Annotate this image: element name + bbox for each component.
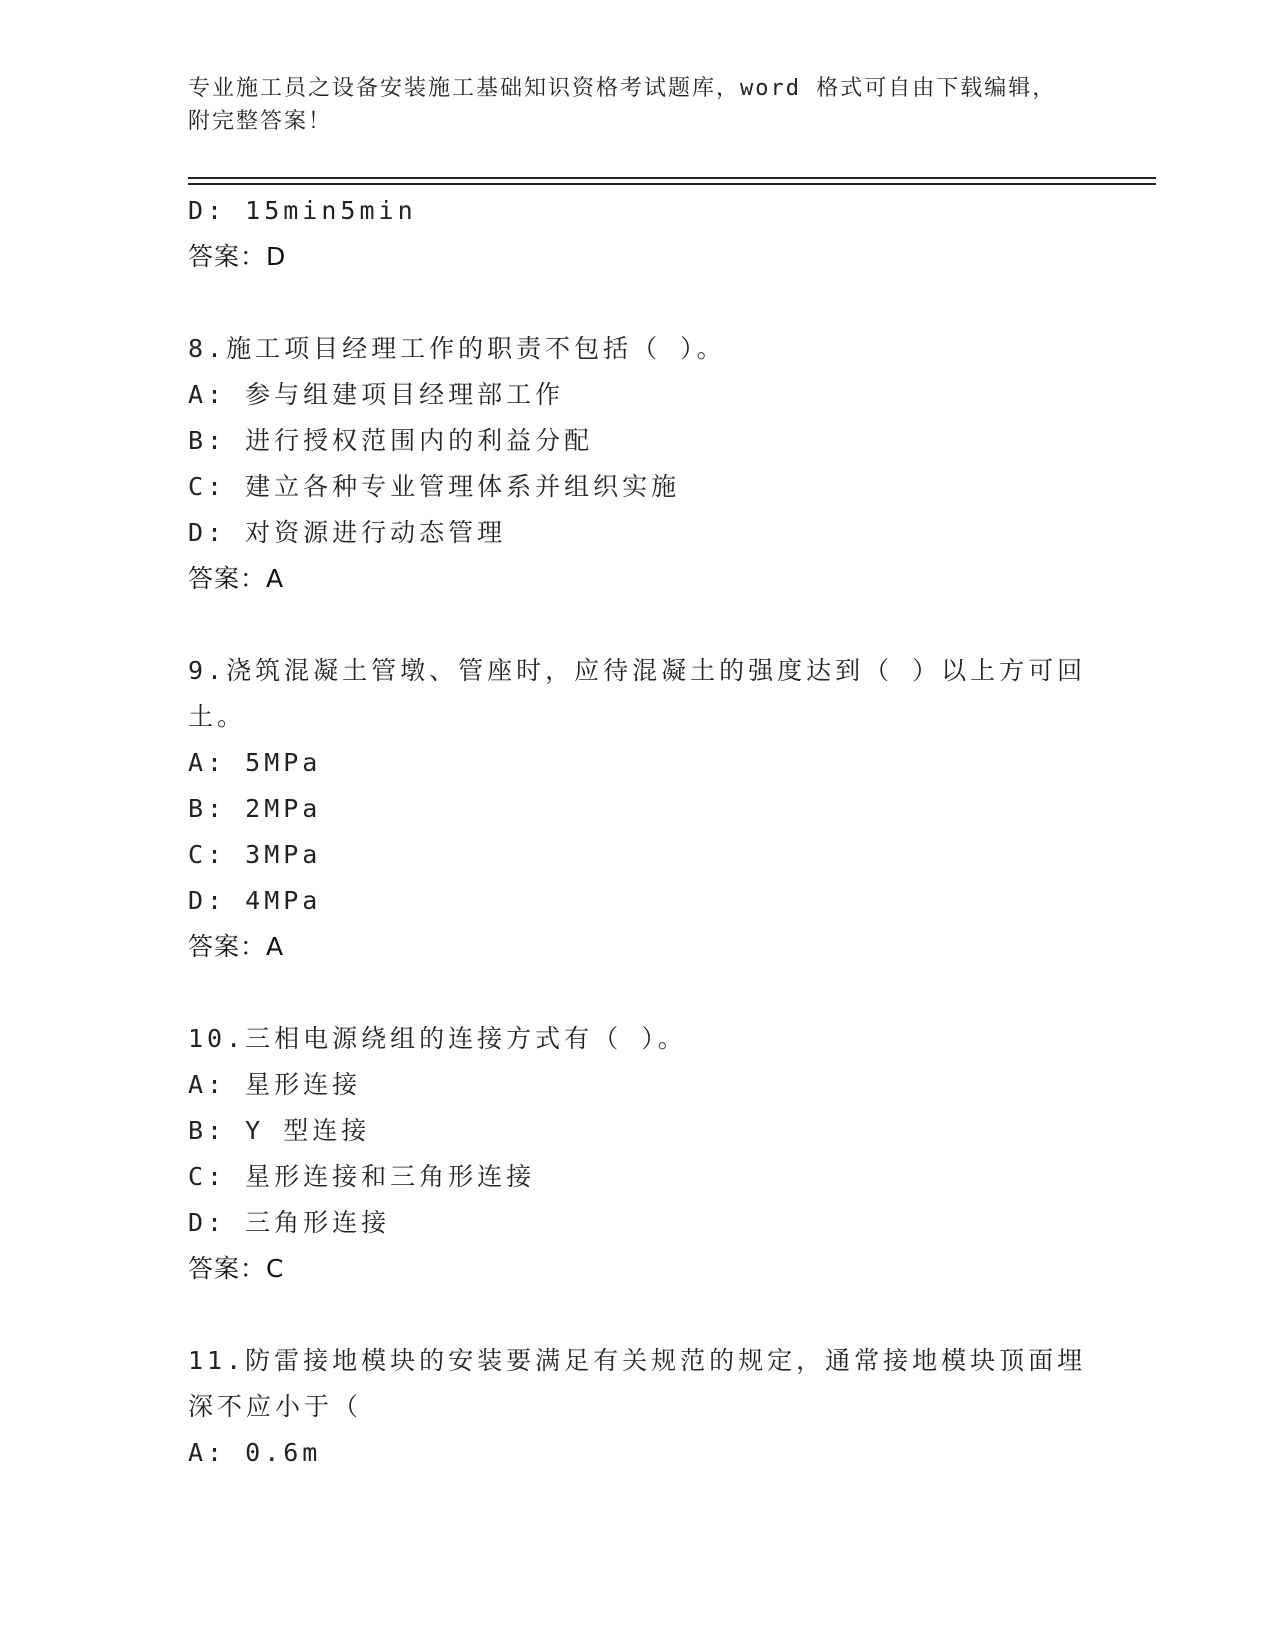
option-d: D: 对资源进行动态管理 — [188, 518, 507, 547]
question-text-line-1: 11.防雷接地模块的安装要满足有关规范的规定，通常接地模块顶面埋 — [188, 1346, 1087, 1375]
header-title-line-2: 附完整答案！ — [188, 109, 333, 134]
option-b: B: Y 型连接 — [188, 1116, 371, 1145]
question-10 — [188, 1016, 1088, 1292]
spacer — [188, 1292, 1088, 1338]
answer-line: 答案：C — [188, 1254, 285, 1283]
previous-question-tail — [188, 188, 1088, 280]
document-header — [188, 72, 1068, 138]
option-a: A: 参与组建项目经理部工作 — [188, 380, 565, 409]
option-c: C: 建立各种专业管理体系并组织实施 — [188, 472, 681, 501]
spacer — [188, 970, 1088, 1016]
option-d: D: 三角形连接 — [188, 1208, 391, 1237]
question-text-line-1: 9.浇筑混凝土管墩、管座时，应待混凝土的强度达到（ ）以上方可回 — [188, 656, 1087, 685]
question-text: 10.三相电源绕组的连接方式有（ ）。 — [188, 1024, 687, 1053]
option-a: A: 0.6m — [188, 1438, 322, 1467]
option-d: D: 15min5min — [188, 196, 417, 225]
header-divider-bottom — [188, 183, 1156, 185]
header-divider-top — [188, 177, 1156, 179]
option-c: C: 3MPa — [188, 840, 322, 869]
option-a: A: 星形连接 — [188, 1070, 362, 1099]
answer-line: 答案：A — [188, 564, 285, 593]
option-b: B: 2MPa — [188, 794, 322, 823]
question-text: 8.施工项目经理工作的职责不包括（ ）。 — [188, 334, 726, 363]
header-title-line-1: 专业施工员之设备安装施工基础知识资格考试题库，word 格式可自由下载编辑， — [188, 76, 1057, 101]
option-a: A: 5MPa — [188, 748, 322, 777]
spacer — [188, 602, 1088, 648]
answer-line: 答案：D — [188, 242, 287, 271]
question-text-line-2: 深不应小于（ — [188, 1392, 363, 1421]
spacer — [188, 280, 1088, 326]
question-8 — [188, 326, 1088, 602]
option-b: B: 进行授权范围内的利益分配 — [188, 426, 594, 455]
answer-line: 答案：A — [188, 932, 285, 961]
option-c: C: 星形连接和三角形连接 — [188, 1162, 536, 1191]
question-9 — [188, 648, 1088, 970]
option-d: D: 4MPa — [188, 886, 322, 915]
question-list — [188, 188, 1088, 1476]
question-11 — [188, 1338, 1088, 1476]
question-text-line-2: 土。 — [188, 702, 247, 731]
